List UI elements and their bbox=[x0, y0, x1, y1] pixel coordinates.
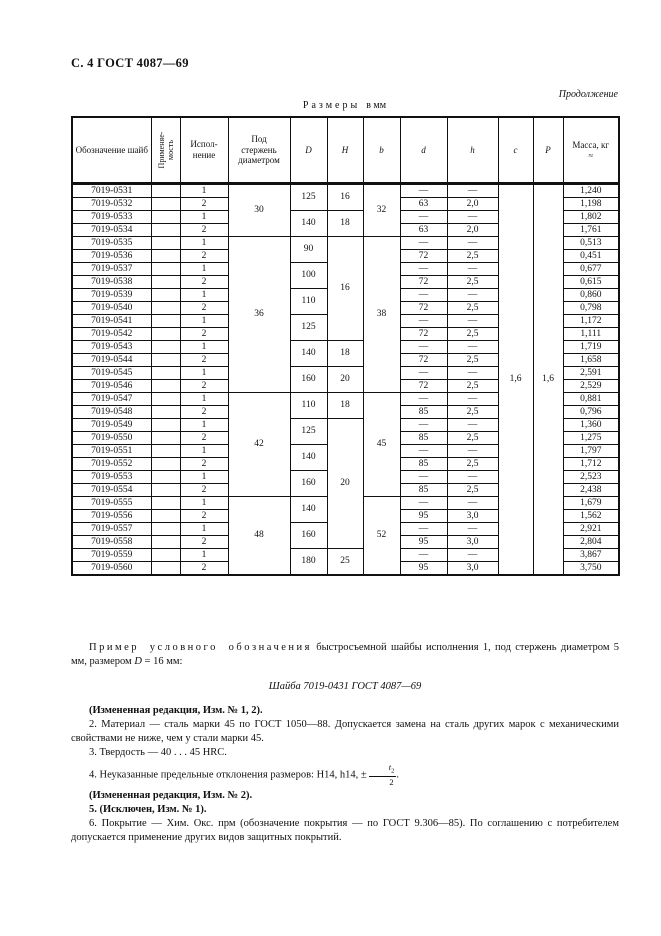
cell-H: 18 bbox=[327, 392, 363, 418]
cell-primenyaemost bbox=[151, 483, 180, 496]
cell-primenyaemost bbox=[151, 223, 180, 236]
cell-b: 38 bbox=[363, 236, 400, 392]
cell-h: 2,0 bbox=[447, 197, 498, 210]
cell-mass: 1,719 bbox=[563, 340, 619, 353]
cell-d: 63 bbox=[400, 223, 447, 236]
cell-d: 72 bbox=[400, 327, 447, 340]
cell-h: — bbox=[447, 496, 498, 509]
cell-designation: 7019-0559 bbox=[72, 548, 151, 561]
cell-rod: 30 bbox=[228, 183, 290, 236]
table-title-spaced: Размеры bbox=[302, 100, 361, 111]
cell-ispolnenie: 1 bbox=[180, 522, 228, 535]
col-header-D: D bbox=[290, 117, 327, 183]
tolerance-fraction bbox=[369, 763, 397, 787]
cell-primenyaemost bbox=[151, 197, 180, 210]
cell-h: — bbox=[447, 366, 498, 379]
cell-designation: 7019-0547 bbox=[72, 392, 151, 405]
cell-mass: 1,275 bbox=[563, 431, 619, 444]
cell-ispolnenie: 2 bbox=[180, 535, 228, 548]
cell-mass: 0,451 bbox=[563, 249, 619, 262]
cell-h: — bbox=[447, 522, 498, 535]
cell-primenyaemost bbox=[151, 548, 180, 561]
cell-d: — bbox=[400, 262, 447, 275]
cell-mass: 1,761 bbox=[563, 223, 619, 236]
cell-rod: 36 bbox=[228, 236, 290, 392]
mass-approx-symbol: ≈ bbox=[588, 150, 593, 160]
cell-d: — bbox=[400, 314, 447, 327]
cell-designation: 7019-0544 bbox=[72, 353, 151, 366]
cell-ispolnenie: 1 bbox=[180, 444, 228, 457]
cell-designation: 7019-0545 bbox=[72, 366, 151, 379]
cell-primenyaemost bbox=[151, 522, 180, 535]
cell-ispolnenie: 1 bbox=[180, 288, 228, 301]
cell-mass: 0,796 bbox=[563, 405, 619, 418]
cell-primenyaemost bbox=[151, 470, 180, 483]
cell-designation: 7019-0554 bbox=[72, 483, 151, 496]
cell-mass: 1,240 bbox=[563, 183, 619, 197]
cell-H: 18 bbox=[327, 340, 363, 366]
cell-d: — bbox=[400, 340, 447, 353]
table-header-row bbox=[72, 117, 619, 183]
fraction-num-base: t bbox=[388, 762, 392, 772]
cell-h: — bbox=[447, 418, 498, 431]
cell-primenyaemost bbox=[151, 561, 180, 575]
cell-primenyaemost bbox=[151, 236, 180, 249]
cell-d: — bbox=[400, 522, 447, 535]
cell-designation: 7019-0557 bbox=[72, 522, 151, 535]
cell-ispolnenie: 1 bbox=[180, 418, 228, 431]
cell-rod: 42 bbox=[228, 392, 290, 496]
cell-designation: 7019-0541 bbox=[72, 314, 151, 327]
cell-c: 1,6 bbox=[498, 183, 533, 575]
cell-ispolnenie: 1 bbox=[180, 548, 228, 561]
cell-designation: 7019-0546 bbox=[72, 379, 151, 392]
cell-D: 90 bbox=[290, 236, 327, 262]
cell-d: 85 bbox=[400, 431, 447, 444]
cell-D: 160 bbox=[290, 470, 327, 496]
cell-h: — bbox=[447, 392, 498, 405]
continuation-label: Продолжение bbox=[558, 89, 618, 100]
cell-D: 125 bbox=[290, 418, 327, 444]
cell-h: — bbox=[447, 183, 498, 197]
cell-d: 85 bbox=[400, 405, 447, 418]
cell-H: 25 bbox=[327, 548, 363, 575]
cell-primenyaemost bbox=[151, 183, 180, 197]
cell-h: 2,5 bbox=[447, 249, 498, 262]
col-header-rod-diameter bbox=[228, 117, 290, 183]
cell-ispolnenie: 2 bbox=[180, 379, 228, 392]
cell-mass: 1,198 bbox=[563, 197, 619, 210]
cell-D: 140 bbox=[290, 444, 327, 470]
cell-designation: 7019-0551 bbox=[72, 444, 151, 457]
cell-primenyaemost bbox=[151, 288, 180, 301]
col-header-primenyaemost bbox=[151, 117, 180, 183]
cell-h: — bbox=[447, 444, 498, 457]
cell-h: — bbox=[447, 262, 498, 275]
cell-primenyaemost bbox=[151, 262, 180, 275]
cell-D: 160 bbox=[290, 522, 327, 548]
cell-ispolnenie: 2 bbox=[180, 509, 228, 522]
cell-designation: 7019-0553 bbox=[72, 470, 151, 483]
cell-mass: 2,591 bbox=[563, 366, 619, 379]
cell-ispolnenie: 1 bbox=[180, 314, 228, 327]
note-6-coating: 6. Покрытие — Хим. Окс. прм (обозначение покрытия — по ГОСТ 9.306—85). По соглашению с потребителем допускается применение других видов защитных покрытий. bbox=[71, 817, 619, 843]
col-header-b: b bbox=[363, 117, 400, 183]
cell-designation: 7019-0542 bbox=[72, 327, 151, 340]
cell-designation: 7019-0543 bbox=[72, 340, 151, 353]
cell-primenyaemost bbox=[151, 405, 180, 418]
cell-primenyaemost bbox=[151, 314, 180, 327]
cell-d: — bbox=[400, 236, 447, 249]
cell-primenyaemost bbox=[151, 418, 180, 431]
fraction-denominator: 2 bbox=[389, 776, 394, 787]
page-header: С. 4 ГОСТ 4087—69 bbox=[71, 56, 189, 70]
cell-mass: 1,802 bbox=[563, 210, 619, 223]
table-title bbox=[71, 100, 618, 111]
isp-line2: нение bbox=[192, 149, 216, 160]
cell-designation: 7019-0552 bbox=[72, 457, 151, 470]
cell-h: 2,5 bbox=[447, 379, 498, 392]
example-tail-text: = 16 мм: bbox=[141, 656, 183, 667]
table-title-units: в мм bbox=[366, 100, 387, 111]
col-header-h: h bbox=[447, 117, 498, 183]
cell-primenyaemost bbox=[151, 444, 180, 457]
cell-primenyaemost bbox=[151, 353, 180, 366]
cell-mass: 1,679 bbox=[563, 496, 619, 509]
cell-ispolnenie: 2 bbox=[180, 197, 228, 210]
cell-mass: 2,523 bbox=[563, 470, 619, 483]
cell-H: 16 bbox=[327, 183, 363, 210]
cell-D: 140 bbox=[290, 210, 327, 236]
cell-mass: 0,798 bbox=[563, 301, 619, 314]
cell-h: 2,0 bbox=[447, 223, 498, 236]
cell-designation: 7019-0548 bbox=[72, 405, 151, 418]
cell-ispolnenie: 2 bbox=[180, 223, 228, 236]
cell-h: 2,5 bbox=[447, 275, 498, 288]
col-header-P: P bbox=[533, 117, 563, 183]
cell-d: 63 bbox=[400, 197, 447, 210]
example-paragraph bbox=[71, 641, 619, 669]
cell-ispolnenie: 2 bbox=[180, 457, 228, 470]
col-header-mass bbox=[563, 117, 619, 183]
cell-d: 85 bbox=[400, 457, 447, 470]
cell-d: — bbox=[400, 418, 447, 431]
sizes-table-body bbox=[72, 183, 619, 575]
cell-d: — bbox=[400, 470, 447, 483]
cell-h: 2,5 bbox=[447, 327, 498, 340]
cell-h: 2,5 bbox=[447, 431, 498, 444]
cell-designation: 7019-0532 bbox=[72, 197, 151, 210]
cell-designation: 7019-0533 bbox=[72, 210, 151, 223]
primen-line1: Применяе- bbox=[156, 131, 166, 169]
cell-ispolnenie: 2 bbox=[180, 275, 228, 288]
note-2-material: 2. Материал — сталь марки 45 по ГОСТ 1050—88. Допускается замена на сталь других марок с механическими свойствами не ниже, чем у стали марки 45. bbox=[71, 719, 619, 744]
cell-ispolnenie: 1 bbox=[180, 236, 228, 249]
mass-label: Масса, кг bbox=[572, 140, 610, 150]
cell-ispolnenie: 2 bbox=[180, 353, 228, 366]
cell-ispolnenie: 1 bbox=[180, 183, 228, 197]
cell-D: 125 bbox=[290, 314, 327, 340]
rod-line3: диаметром bbox=[238, 155, 280, 165]
cell-designation: 7019-0537 bbox=[72, 262, 151, 275]
example-designation: Шайба 7019-0431 ГОСТ 4087—69 bbox=[268, 681, 422, 692]
cell-h: — bbox=[447, 314, 498, 327]
example-spaced-text: Пример условного обозначения bbox=[89, 642, 312, 653]
example-rest-text: быстросъемной шайбы исполнения 1, под стержень диаметром 5 мм, размером bbox=[71, 642, 619, 667]
cell-designation: 7019-0535 bbox=[72, 236, 151, 249]
note-4-text: 4. Неуказанные предельные отклонения размеров: Н14, h14, ± bbox=[89, 769, 367, 781]
note-amended-2: (Измененная редакция, Изм. № 2). bbox=[89, 789, 253, 801]
col-header-c: c bbox=[498, 117, 533, 183]
cell-primenyaemost bbox=[151, 340, 180, 353]
cell-designation: 7019-0558 bbox=[72, 535, 151, 548]
cell-h: 2,5 bbox=[447, 353, 498, 366]
cell-d: 72 bbox=[400, 353, 447, 366]
cell-primenyaemost bbox=[151, 327, 180, 340]
col-header-d: d bbox=[400, 117, 447, 183]
cell-d: — bbox=[400, 210, 447, 223]
cell-H: 18 bbox=[327, 210, 363, 236]
example-D-symbol: D bbox=[134, 656, 142, 667]
note-amended-1: (Измененная редакция, Изм. № 1, 2). bbox=[89, 705, 263, 716]
note-4-tolerances bbox=[71, 763, 619, 787]
cell-mass: 1,111 bbox=[563, 327, 619, 340]
sizes-table-wrapper bbox=[71, 116, 620, 576]
cell-designation: 7019-0549 bbox=[72, 418, 151, 431]
col-header-H: H bbox=[327, 117, 363, 183]
cell-designation: 7019-0538 bbox=[72, 275, 151, 288]
rod-line2: стержень bbox=[241, 144, 277, 155]
cell-d: 72 bbox=[400, 301, 447, 314]
cell-mass: 2,529 bbox=[563, 379, 619, 392]
cell-mass: 1,658 bbox=[563, 353, 619, 366]
note-3-hardness: 3. Твердость — 40 . . . 45 HRC. bbox=[89, 747, 227, 758]
cell-d: 95 bbox=[400, 509, 447, 522]
cell-primenyaemost bbox=[151, 392, 180, 405]
cell-mass: 1,360 bbox=[563, 418, 619, 431]
fraction-numerator bbox=[369, 763, 397, 777]
cell-mass: 1,797 bbox=[563, 444, 619, 457]
cell-mass: 0,615 bbox=[563, 275, 619, 288]
cell-mass: 1,562 bbox=[563, 509, 619, 522]
cell-primenyaemost bbox=[151, 249, 180, 262]
cell-mass: 0,860 bbox=[563, 288, 619, 301]
cell-D: 125 bbox=[290, 183, 327, 210]
cell-b: 52 bbox=[363, 496, 400, 575]
cell-primenyaemost bbox=[151, 366, 180, 379]
cell-D: 110 bbox=[290, 288, 327, 314]
cell-h: — bbox=[447, 236, 498, 249]
cell-h: 2,5 bbox=[447, 483, 498, 496]
table-row bbox=[72, 183, 619, 197]
col-header-ispolnenie bbox=[180, 117, 228, 183]
cell-h: 3,0 bbox=[447, 535, 498, 548]
cell-ispolnenie: 1 bbox=[180, 340, 228, 353]
col-header-designation-label: Обозначение шайб bbox=[75, 144, 148, 155]
cell-h: 3,0 bbox=[447, 509, 498, 522]
cell-primenyaemost bbox=[151, 496, 180, 509]
cell-rod: 48 bbox=[228, 496, 290, 575]
cell-h: 2,5 bbox=[447, 301, 498, 314]
fraction-num-sub: 2 bbox=[391, 767, 395, 775]
cell-H: 16 bbox=[327, 236, 363, 340]
cell-h: — bbox=[447, 288, 498, 301]
cell-d: 72 bbox=[400, 249, 447, 262]
cell-h: — bbox=[447, 210, 498, 223]
cell-mass: 0,677 bbox=[563, 262, 619, 275]
cell-mass: 2,804 bbox=[563, 535, 619, 548]
cell-ispolnenie: 1 bbox=[180, 496, 228, 509]
cell-designation: 7019-0560 bbox=[72, 561, 151, 575]
cell-mass: 1,712 bbox=[563, 457, 619, 470]
cell-h: — bbox=[447, 340, 498, 353]
cell-ispolnenie: 1 bbox=[180, 262, 228, 275]
cell-D: 160 bbox=[290, 366, 327, 392]
cell-primenyaemost bbox=[151, 535, 180, 548]
cell-mass: 1,172 bbox=[563, 314, 619, 327]
cell-d: 72 bbox=[400, 275, 447, 288]
cell-d: — bbox=[400, 444, 447, 457]
cell-mass: 3,867 bbox=[563, 548, 619, 561]
cell-designation: 7019-0556 bbox=[72, 509, 151, 522]
cell-designation: 7019-0555 bbox=[72, 496, 151, 509]
cell-ispolnenie: 2 bbox=[180, 301, 228, 314]
cell-ispolnenie: 2 bbox=[180, 405, 228, 418]
cell-mass: 2,438 bbox=[563, 483, 619, 496]
col-header-primenyaemost-label bbox=[157, 117, 175, 183]
note-5-excluded: 5. (Исключен, Изм. № 1). bbox=[89, 803, 207, 815]
cell-primenyaemost bbox=[151, 509, 180, 522]
cell-h: 2,5 bbox=[447, 405, 498, 418]
cell-designation: 7019-0540 bbox=[72, 301, 151, 314]
cell-d: — bbox=[400, 496, 447, 509]
cell-ispolnenie: 1 bbox=[180, 210, 228, 223]
cell-d: 85 bbox=[400, 483, 447, 496]
cell-h: 2,5 bbox=[447, 457, 498, 470]
cell-ispolnenie: 1 bbox=[180, 470, 228, 483]
cell-d: — bbox=[400, 288, 447, 301]
cell-mass: 3,750 bbox=[563, 561, 619, 575]
cell-h: — bbox=[447, 470, 498, 483]
cell-D: 110 bbox=[290, 392, 327, 418]
cell-P: 1,6 bbox=[533, 183, 563, 575]
cell-D: 140 bbox=[290, 496, 327, 522]
rod-line1: Под bbox=[251, 134, 267, 144]
cell-primenyaemost bbox=[151, 275, 180, 288]
cell-h: 3,0 bbox=[447, 561, 498, 575]
cell-b: 32 bbox=[363, 183, 400, 236]
cell-D: 140 bbox=[290, 340, 327, 366]
sizes-table bbox=[71, 116, 620, 576]
cell-designation: 7019-0531 bbox=[72, 183, 151, 197]
cell-D: 180 bbox=[290, 548, 327, 575]
cell-ispolnenie: 2 bbox=[180, 431, 228, 444]
cell-primenyaemost bbox=[151, 379, 180, 392]
cell-mass: 2,921 bbox=[563, 522, 619, 535]
cell-d: 72 bbox=[400, 379, 447, 392]
notes-section bbox=[71, 641, 619, 845]
cell-ispolnenie: 2 bbox=[180, 483, 228, 496]
cell-ispolnenie: 1 bbox=[180, 366, 228, 379]
cell-mass: 0,513 bbox=[563, 236, 619, 249]
cell-designation: 7019-0536 bbox=[72, 249, 151, 262]
cell-designation: 7019-0550 bbox=[72, 431, 151, 444]
cell-b: 45 bbox=[363, 392, 400, 496]
cell-primenyaemost bbox=[151, 210, 180, 223]
cell-ispolnenie: 2 bbox=[180, 327, 228, 340]
isp-line1: Испол- bbox=[190, 139, 218, 150]
primen-line2: мость bbox=[165, 139, 175, 160]
cell-designation: 7019-0539 bbox=[72, 288, 151, 301]
cell-H: 20 bbox=[327, 366, 363, 392]
note-4-suffix: . bbox=[396, 769, 399, 781]
cell-d: 95 bbox=[400, 535, 447, 548]
cell-ispolnenie: 2 bbox=[180, 249, 228, 262]
cell-d: 95 bbox=[400, 561, 447, 575]
cell-d: — bbox=[400, 548, 447, 561]
col-header-designation bbox=[72, 117, 151, 183]
cell-D: 100 bbox=[290, 262, 327, 288]
cell-primenyaemost bbox=[151, 301, 180, 314]
cell-ispolnenie: 1 bbox=[180, 392, 228, 405]
cell-d: — bbox=[400, 183, 447, 197]
cell-primenyaemost bbox=[151, 431, 180, 444]
cell-ispolnenie: 2 bbox=[180, 561, 228, 575]
cell-primenyaemost bbox=[151, 457, 180, 470]
cell-d: — bbox=[400, 392, 447, 405]
cell-mass: 0,881 bbox=[563, 392, 619, 405]
cell-d: — bbox=[400, 366, 447, 379]
cell-designation: 7019-0534 bbox=[72, 223, 151, 236]
cell-H: 20 bbox=[327, 418, 363, 548]
cell-h: — bbox=[447, 548, 498, 561]
